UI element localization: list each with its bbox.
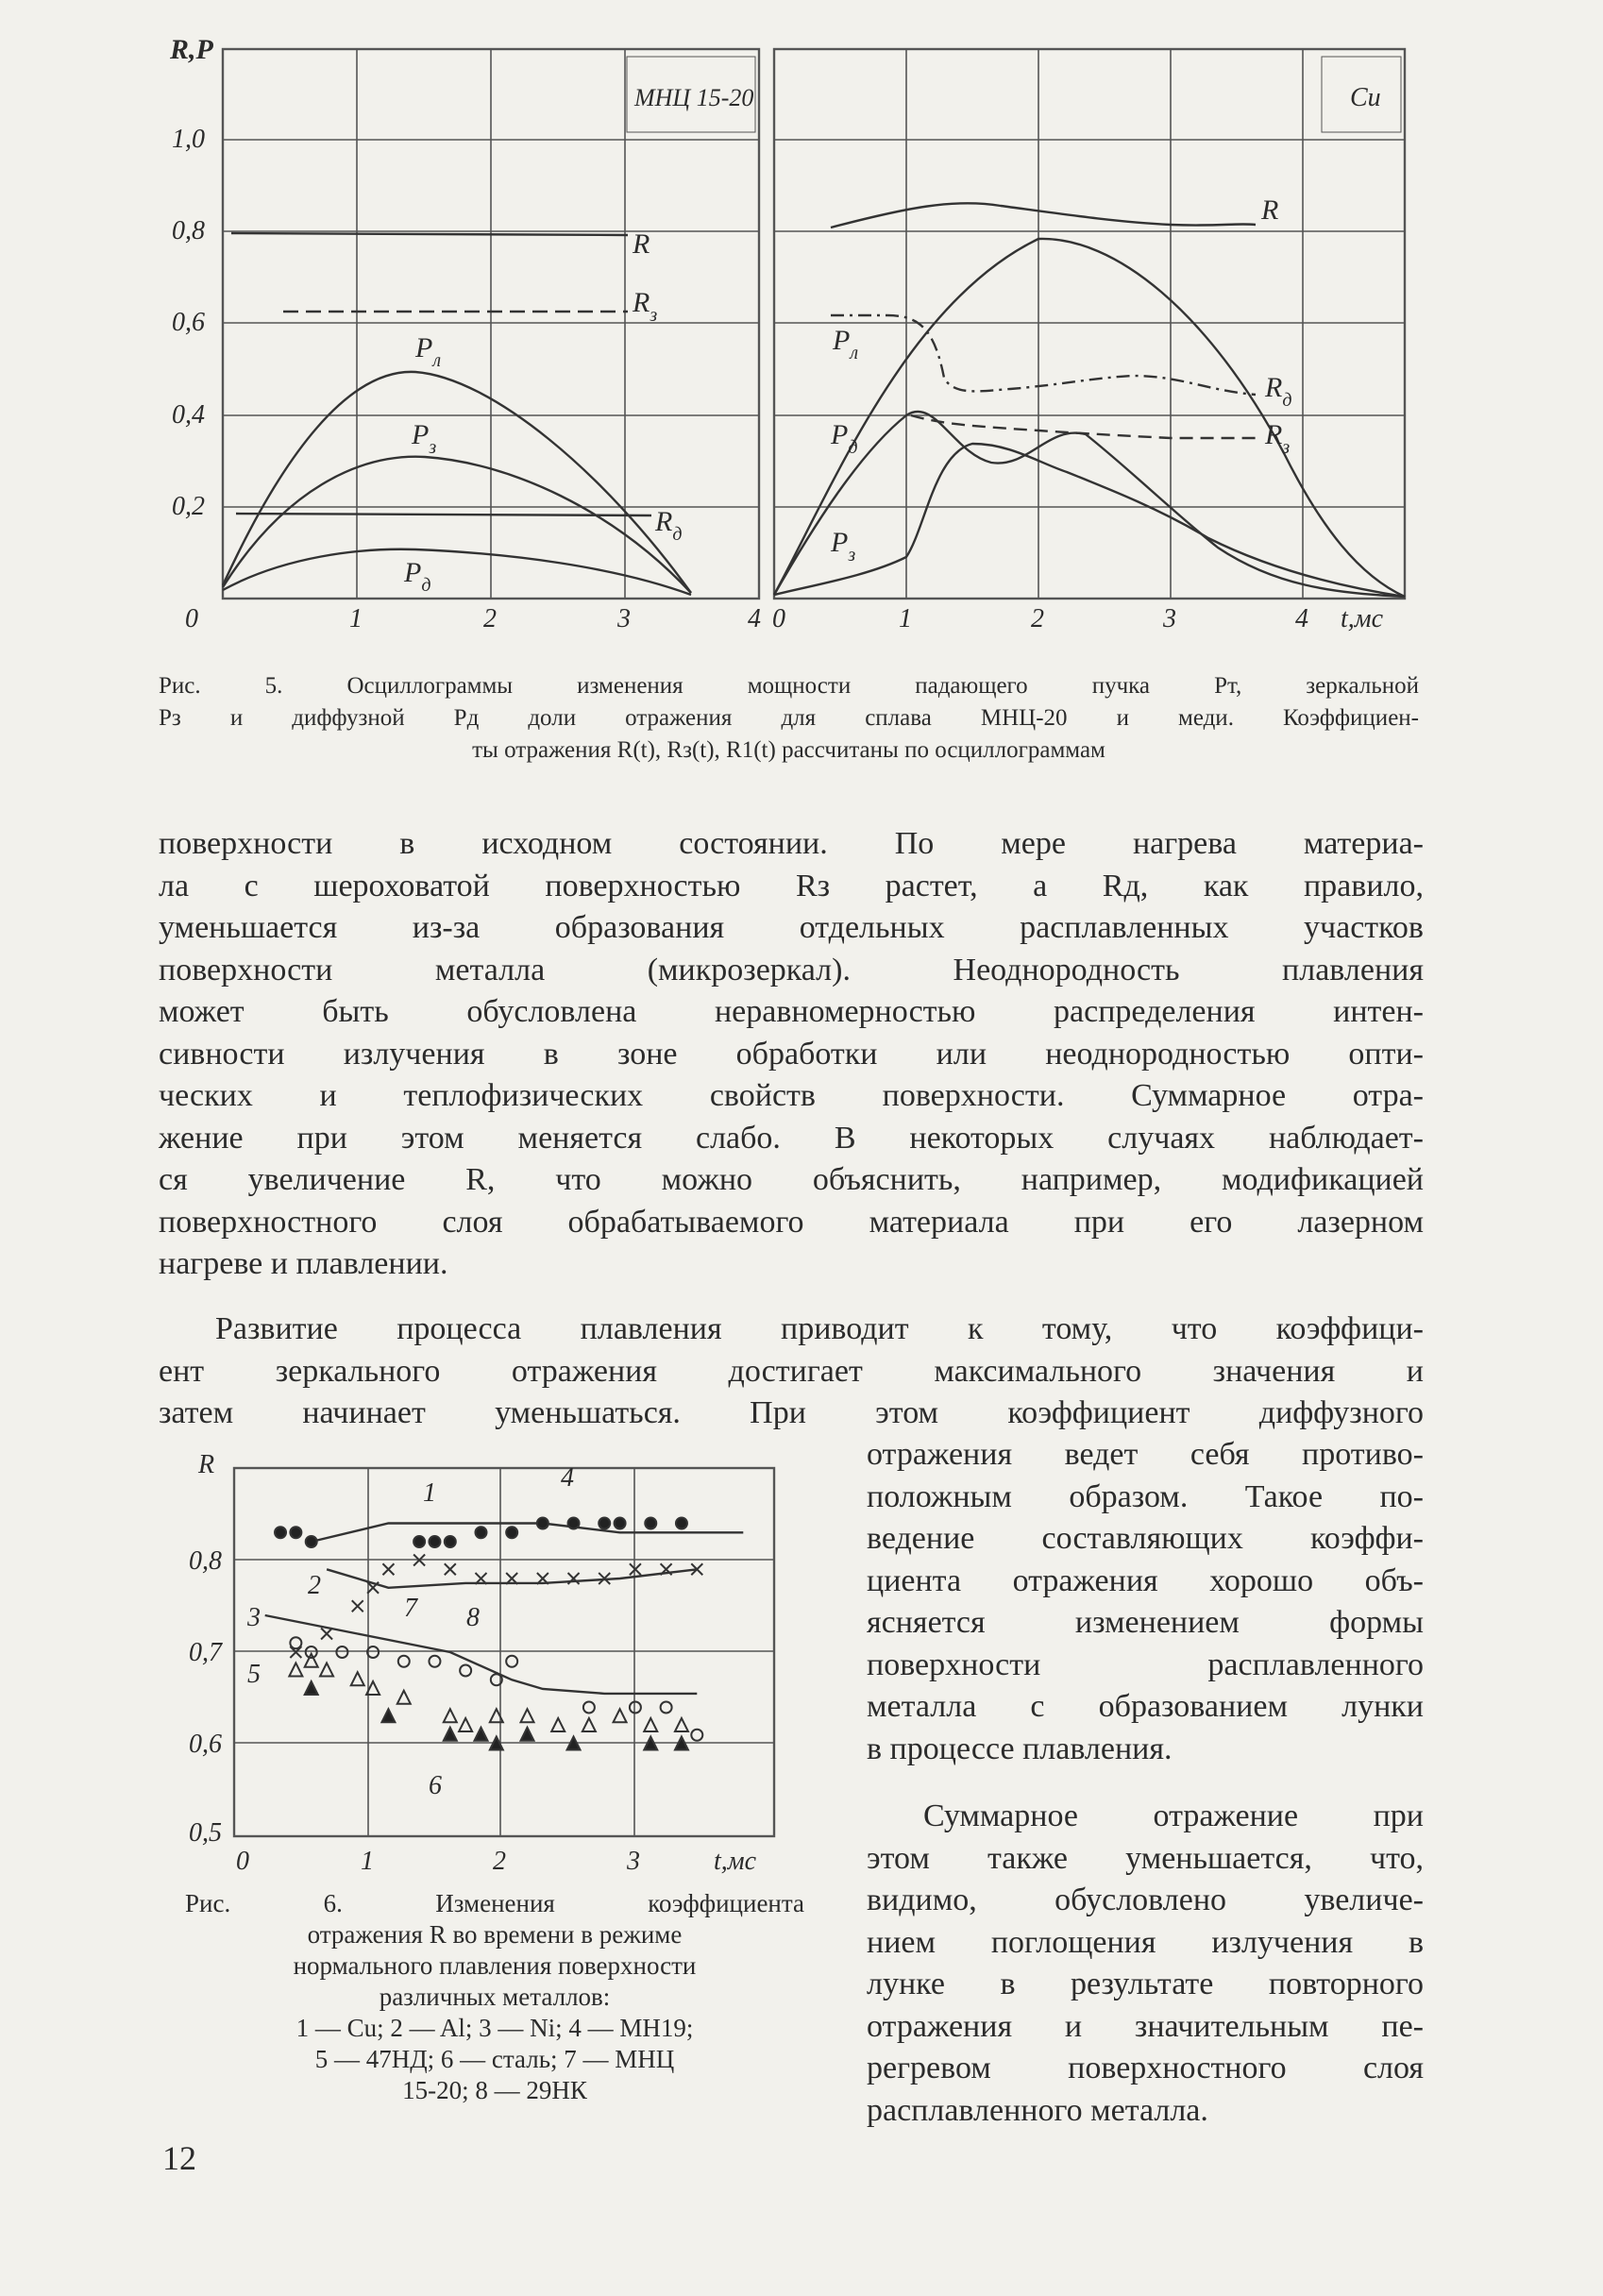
fig5-right-x-tick: 2 [1031,604,1044,633]
text-line: отражения и значительным пе- [867,2008,1424,2044]
fig6-point-cross [321,1629,332,1640]
fig6-point-cross [445,1563,456,1575]
fig6-point-open-triangle [444,1709,457,1722]
fig6-point-filled-circle [429,1536,440,1547]
caption-line: нормального плавления поверхности [293,1951,697,1980]
fig5-y-tick: 0,4 [172,400,205,430]
fig6-series-line-4 [265,1615,698,1694]
label-left-Pz: $P_з$ [412,419,437,458]
text-line: ясняется изменением формы [867,1605,1424,1640]
fig6-point-open-triangle [551,1718,565,1731]
fig6-curve-label-7: 7 [404,1594,417,1623]
label-left-Pl: $P_л$ [415,332,442,371]
fig5-left-x-tick: 3 [617,604,631,633]
fig6-point-filled-circle [475,1527,486,1538]
fig6-point-filled-circle [676,1518,687,1529]
fig6-curve-label-8: 8 [466,1603,480,1632]
fig6-y-axis-label: R [198,1450,215,1479]
fig5-right-x-tick: 4 [1295,604,1308,633]
fig6-point-filled-circle [568,1518,580,1529]
fig6-point-open-circle [290,1637,301,1648]
fig6-point-cross [630,1563,641,1575]
fig6-y-tick: 0,5 [189,1818,222,1848]
label-right-Pl: $P_л$ [833,325,859,363]
fig6-x-tick: 3 [627,1847,640,1876]
fig6-point-open-circle [460,1665,471,1677]
text-line: уменьшается из-за образования отдельных расплавленных участков [159,910,1424,945]
text-line: отражения ведет себя противо- [867,1437,1424,1472]
fig6-point-open-circle [630,1702,641,1714]
fig6-point-open-triangle [582,1718,596,1731]
fig5-y-tick: 0,6 [172,308,205,337]
fig5-y-tick: 0 [185,604,198,633]
fig6-point-open-triangle [351,1672,364,1685]
fig6-point-filled-circle [275,1527,286,1538]
label-right-Rd: $R_д$ [1265,372,1292,411]
fig6-point-open-circle [661,1702,672,1714]
label-left-Pd: $P_д$ [404,557,431,596]
fig5-y-tick: 0,8 [172,216,205,245]
label-right-Pd: $P_д$ [831,419,858,458]
fig6-point-filled-circle [645,1518,656,1529]
label-left-Rz: $R_з$ [633,287,658,326]
text-line: поверхности в исходном состоянии. По мере нагрева материа- [159,826,1424,861]
text-line: Суммарное отражение при [923,1798,1424,1833]
fig6-point-filled-triangle [521,1728,534,1741]
text-line: ся увеличение R, что можно объяснить, например, модификацией [159,1162,1424,1197]
fig5-x-unit: t,мс [1341,604,1384,633]
fig5-y-tick: 0,2 [172,492,205,521]
fig5-left-x-tick: 1 [349,604,363,633]
fig6-curve-label-5: 5 [247,1660,261,1689]
fig6-x-tick: 1 [361,1847,374,1876]
fig5-right-tag: Cu [1350,83,1381,112]
text-line: этом также уменьшается, что, [867,1840,1424,1876]
label-left-R: R [633,228,650,260]
text-line: поверхности расплавленного [867,1646,1424,1682]
fig6-point-filled-circle [413,1536,425,1547]
text-line: видимо, обусловлено увеличе- [867,1882,1424,1917]
fig5-y-axis-label: R,P [170,34,213,65]
fig6-point-filled-circle [290,1527,301,1538]
text-line: регревом поверхностного слоя [867,2051,1424,2085]
caption-line: отражения R во времени в режиме [307,1920,683,1949]
text-line: металла с образованием лунки [867,1689,1424,1724]
fig6-y-tick: 0,8 [189,1546,222,1576]
fig6-point-open-triangle [644,1718,657,1731]
fig6-point-cross [382,1563,394,1575]
text-line: ведение составляющих коэффи- [867,1521,1424,1556]
label-right-R: R [1261,194,1279,226]
fig6-point-cross [352,1600,363,1612]
fig6-point-open-circle [336,1646,347,1658]
text-line: нагреве и плавлении. [159,1246,448,1281]
fig6-point-cross [568,1573,580,1584]
fig6-x-tick: 2 [493,1847,506,1876]
text-line: затем начинает уменьшаться. При этом коэффициент диффузного [159,1395,1424,1430]
caption-line: различных металлов: [379,1983,611,2011]
caption-line: 5 — 47НД; 6 — сталь; 7 — МНЦ [314,2045,675,2073]
fig6-point-filled-circle [306,1536,317,1547]
fig6-point-open-triangle [521,1709,534,1722]
fig5-left-x-tick: 2 [483,604,497,633]
caption-line: 1 — Cu; 2 — Al; 3 — Ni; 4 — МН19; [295,2014,694,2042]
caption-line: 15-20; 8 — 29НК [402,2076,587,2104]
text-line: положным образом. Такое по- [867,1478,1424,1514]
fig6-point-open-triangle [397,1691,411,1704]
fig6-point-open-triangle [614,1709,627,1722]
text-line: нием поглощения излучения в [867,1924,1424,1960]
fig6-curve-label-4: 4 [561,1463,574,1493]
text-line: ческих и теплофизических свойств поверхности. Суммарное отра- [159,1078,1424,1113]
page-number: 12 [162,2139,196,2177]
fig6-point-open-circle [367,1646,379,1658]
fig6-point-filled-circle [537,1518,548,1529]
fig6-x-tick: 0 [236,1847,249,1876]
caption-line: ты отражения R(t), Rз(t), R1(t) рассчитаны по осциллограммам [472,737,1105,763]
caption-line: Рис. 5. Осциллограммы изменения мощности падающего пучка Pт, зеркальной [159,673,1419,699]
fig5-left-x-tick: 4 [748,604,761,633]
text-line: лунке в результате повторного [867,1967,1424,2001]
fig6-point-filled-triangle [305,1681,318,1695]
label-right-Rz: $R_з$ [1265,419,1291,458]
text-line: сивности излучения в зоне обработки или неоднородностью опти- [159,1036,1424,1072]
text-line: ент зеркального отражения достигает максимального значения и [159,1353,1424,1389]
fig6-point-open-triangle [459,1718,472,1731]
fig6-point-open-circle [429,1656,440,1667]
fig6-point-filled-circle [445,1536,456,1547]
text-line: расплавленного металла. [867,2092,1208,2128]
text-line: поверхностного слоя обрабатываемого материала при его лазерном [159,1204,1424,1240]
fig6-point-filled-circle [599,1518,610,1529]
fig6-curve-label-3: 3 [247,1603,261,1632]
fig5-right-x-tick: 1 [899,604,912,633]
text-line: в процессе плавления. [867,1730,1173,1766]
caption-line: Рис. 6. Изменения коэффициента [185,1889,804,1917]
fig6-curve-label-6: 6 [429,1771,442,1800]
label-left-Rd: $R_д$ [655,506,683,545]
fig6-curve-label-2: 2 [308,1571,321,1600]
fig6-point-filled-triangle [474,1728,487,1741]
fig6-point-open-triangle [289,1663,302,1677]
fig6-point-open-circle [398,1656,410,1667]
fig5-right-x-tick: 0 [772,604,785,633]
text-line: ла с шероховатой поверхностью Rз растет, а Rд, как правило, [159,868,1424,903]
fig6-point-filled-circle [615,1518,626,1529]
fig6-x-unit: t,мс [714,1847,757,1876]
text-line: циента отражения хорошо объ- [867,1562,1424,1598]
text-line: может быть обусловлена неравномерностью распределения интен- [159,994,1424,1029]
fig6-point-open-circle [691,1730,702,1741]
fig6-point-open-circle [583,1702,595,1714]
fig6-point-filled-triangle [444,1728,457,1741]
fig6-y-tick: 0,7 [189,1638,222,1667]
fig6-point-filled-circle [506,1527,517,1538]
fig6-point-open-circle [506,1656,517,1667]
fig6-curve-label-1: 1 [423,1478,436,1508]
text-line: жение при этом меняется слабо. В некоторых случаях наблюдает- [159,1120,1424,1156]
fig6-point-open-triangle [320,1663,333,1677]
text-line: Развитие процесса плавления приводит к тому, что коэффици- [215,1311,1424,1346]
fig6-markers [275,1518,702,1750]
text-line: поверхности металла (микрозеркал). Неоднородность плавления [159,952,1424,988]
caption-line: Pз и диффузной Pд доли отражения для сплава МНЦ-20 и меди. Коэффициен- [159,705,1419,731]
fig5-right-x-tick: 3 [1163,604,1176,633]
fig5-left-tag: МНЦ 15-20 [634,84,754,111]
fig6-point-filled-triangle [381,1709,395,1722]
fig5-y-tick: 1,0 [172,125,205,154]
label-right-Pz: $P_з$ [831,527,856,566]
figure-6-caption [185,1888,804,2106]
fig6-y-tick: 0,6 [189,1730,222,1759]
fig6-curves [265,1524,744,1694]
fig6-point-open-triangle [675,1718,688,1731]
